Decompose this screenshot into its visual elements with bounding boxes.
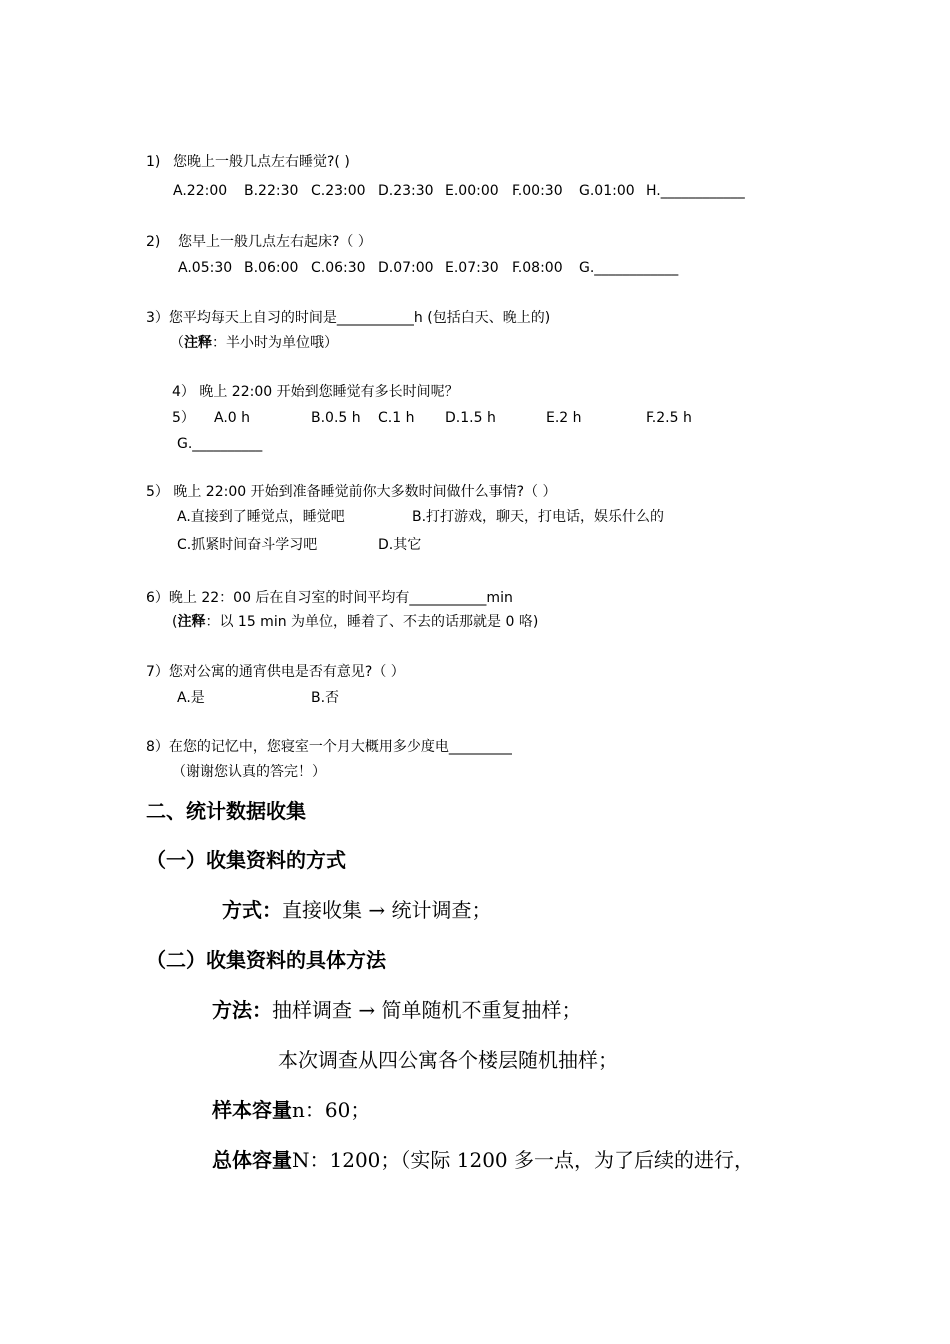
q5-option-d: D.其它 — [378, 537, 422, 553]
q4-option-a: A.0 h — [214, 410, 251, 426]
total-text: N：1200；（实际 1200 多一点，为了后续的进行， — [292, 1148, 755, 1172]
q1-option-f: F.00:30 — [512, 183, 563, 199]
q2-option-a: A.05:30 — [178, 260, 233, 276]
subsection-2-title: （二）收集资料的具体方法 — [146, 948, 386, 972]
q4-option-c: C.1 h — [378, 410, 415, 426]
q4-option-g: G.__________ — [177, 436, 263, 452]
approach-label: 方法： — [212, 998, 272, 1022]
total-label: 总体容量 — [212, 1148, 292, 1172]
q2-option-g: G.____________ — [579, 260, 679, 276]
q4-sub-number: 5） — [172, 410, 195, 426]
q3-note-label: 注释 — [184, 335, 212, 351]
q7-option-b: B.否 — [311, 690, 340, 706]
total-line — [212, 1147, 754, 1173]
method-line — [222, 897, 491, 923]
q7-text: 7）您对公寓的通宵供电是否有意见?（ ） — [146, 664, 405, 680]
q1-option-d: D.23:30 — [378, 183, 434, 199]
q7-option-a: A.是 — [177, 690, 205, 706]
q4-option-e: E.2 h — [546, 410, 582, 426]
q5-option-b: B.打打游戏，聊天，打电话，娱乐什么的 — [412, 509, 665, 525]
q1-number: 1) — [146, 154, 161, 170]
q2-option-d: D.07:00 — [378, 260, 434, 276]
q4-option-d: D.1.5 h — [445, 410, 496, 426]
q4-option-b: B.0.5 h — [311, 410, 361, 426]
q1-text: 您晚上一般几点左右睡觉?( ) — [173, 154, 350, 170]
approach-line — [212, 997, 581, 1023]
method-text: 直接收集 → 统计调查； — [282, 898, 492, 922]
q6-text: 6）晚上 22：00 后在自习室的时间平均有___________min — [146, 590, 513, 606]
q8-thanks: （谢谢您认真的答完！） — [172, 764, 326, 780]
q4-text: 4） 晚上 22:00 开始到您睡觉有多长时间呢？ — [172, 384, 459, 400]
q1-option-a: A.22:00 — [173, 183, 228, 199]
q3-text: 3）您平均每天上自习的时间是___________h (包括白天、晚上的) — [146, 310, 551, 326]
sample-text: n：60； — [292, 1098, 371, 1122]
q2-number: 2) — [146, 234, 161, 250]
q1-option-e: E.00:00 — [445, 183, 499, 199]
q2-text: 您早上一般几点左右起床?（ ） — [178, 234, 372, 250]
q6-note: (注释：以 15 min 为单位，睡着了、不去的话那就是 0 咯) — [172, 614, 539, 630]
sample-line — [212, 1097, 370, 1123]
q5-option-c: C.抓紧时间奋斗学习吧 — [177, 537, 318, 553]
method-label: 方式： — [222, 898, 282, 922]
approach-detail: 本次调查从四公寓各个楼层随机抽样； — [278, 1048, 618, 1072]
q8-text: 8）在您的记忆中，您寝室一个月大概用多少度电_________ — [146, 739, 512, 755]
q2-option-e: E.07:30 — [445, 260, 499, 276]
q5-option-a: A.直接到了睡觉点，睡觉吧 — [177, 509, 345, 525]
subsection-1-title: （一）收集资料的方式 — [146, 848, 346, 872]
q1-option-h: H.____________ — [646, 183, 745, 199]
approach-text: 抽样调查 → 简单随机不重复抽样； — [272, 998, 582, 1022]
q4-option-f: F.2.5 h — [646, 410, 692, 426]
q2-option-f: F.08:00 — [512, 260, 563, 276]
q1-option-b: B.22:30 — [244, 183, 299, 199]
q1-option-c: C.23:00 — [311, 183, 366, 199]
q1-option-g: G.01:00 — [579, 183, 635, 199]
q2-option-b: B.06:00 — [244, 260, 299, 276]
section-title: 二、统计数据收集 — [146, 799, 306, 823]
q5-text: 5） 晚上 22:00 开始到准备睡觉前你大多数时间做什么事情?（ ） — [146, 484, 557, 500]
sample-label: 样本容量 — [212, 1098, 292, 1122]
q3-note: （注释：半小时为单位哦） — [170, 335, 338, 351]
q2-option-c: C.06:30 — [311, 260, 366, 276]
q6-note-label: 注释 — [177, 614, 206, 630]
